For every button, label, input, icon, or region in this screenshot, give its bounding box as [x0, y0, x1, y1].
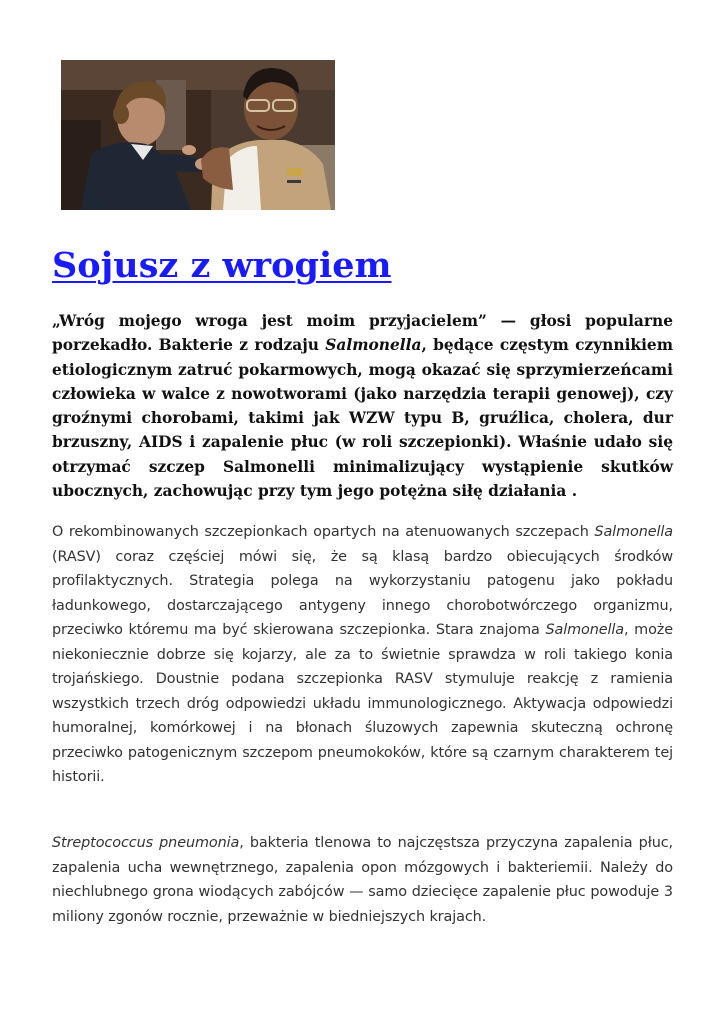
p1-italic-salmonella-1: Salmonella: [594, 524, 673, 540]
p2-text-part1: , bakteria tlenowa to najczęstsza przyczyna zapalenia płuc, zapalenia ucha wewnętrznego, zapalenia opon mózgowych i bakteriemii. Należy do niechlubnego grona wiodących zabójców — samo dziecięce zapalenie płuc powoduje 3 miliony zgonów rocznie, przeważnie w biedniejszych krajach.: [52, 835, 673, 925]
paragraph-streptococcus: [52, 831, 673, 929]
article-title-link[interactable]: Sojusz z wrogiem: [52, 245, 392, 286]
p1-italic-salmonella-2: Salmonella: [545, 622, 625, 638]
paragraph-rasv: [52, 520, 673, 790]
article-lead: [52, 309, 673, 503]
article-photo: [61, 60, 335, 210]
lead-text-part2: , będące częstym czynnikiem etiologicznym zatruć pokarmowych, mogą okazać się sprzymierzeńcami człowieka w walce z nowotworami (jako narzędzia terapii genowej), czy groźnymi chorobami, takimi jak WZW typu B, gruźlica, cholera, dur brzuszny, AIDS i zapalenie płuc (w roli szczepionki). Właśnie udało się otrzymać szczep Salmonelli minimalizujący wystąpienie skutków ubocznych, zachowując przy tym jego potężna siłę działania .: [52, 336, 673, 501]
p1-text-part1: O rekombinowanych szczepionkach opartych na atenuowanych szczepach: [52, 524, 595, 540]
p1-text-part2: (RASV) coraz częściej mówi się, że są klasą bardzo obiecujących środków profilaktycznych. Strategia polega na wykorzystaniu patogenu jako pokładu ładunkowego, dostarczającego antygeny innego chorobotwórczego organizmu, przeciwko któremu ma być skierowana szczepionka. Stara znajoma: [52, 548, 673, 638]
p1-text-part3: , może niekoniecznie dobrze się kojarzy, ale za to świetnie sprawdza w roli takiego konia trojańskiego. Doustnie podana szczepionka RASV stymuluje reakcję z ramienia wszystkich trzech dróg odpowiedzi układu immunologicznego. Aktywacja odpowiedzi humoralnej, komórkowej i na błonach śluzowych zapewnia skuteczną ochronę przeciwko patogenicznym szczepom pneumokoków, które są czarnym charakterem tej historii.: [52, 622, 673, 785]
vaccination-photo-illustration: [61, 60, 335, 210]
lead-italic-salmonella: Salmonella: [325, 336, 422, 355]
lead-text-part1: „Wróg mojego wroga jest moim przyjacielem” — głosi popularne porzekadło. Bakterie z rodzaju: [52, 312, 673, 355]
p2-italic-streptococcus: Streptococcus pneumonia: [52, 835, 240, 851]
